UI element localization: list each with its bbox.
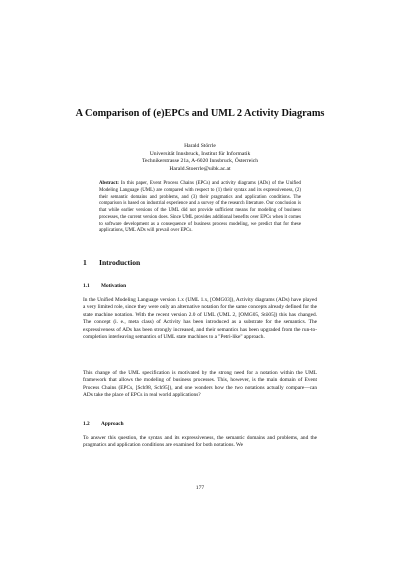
subsection-heading-motivation [83, 283, 126, 290]
abstract-label: Abstract: [99, 181, 119, 186]
section-title: Introduction [99, 258, 141, 267]
author-affiliation: Universität Innsbruck, Institut für Informatik [149, 150, 251, 157]
paragraph-approach-1: To answer this question, the syntax and its expressiveness, the semantic domains and problems, and the pragmatics and application conditions are examined for both notations. We [83, 435, 317, 449]
author-block [80, 143, 320, 173]
author-email: Harald.Stoerrle@uibk.ac.at [169, 165, 231, 172]
subsection-heading-approach [83, 421, 124, 428]
subsection-number: 1.1 [83, 283, 90, 289]
author-address: Technikerstrasse 21a, A-6020 Innsbruck, Österreich [141, 158, 259, 165]
subsection-title: Motivation [101, 283, 127, 289]
paper-title: A Comparison of (e)EPCs and UML 2 Activity Diagrams [75, 108, 325, 119]
paragraph-motivation-2: This change of the UML specification is motivated by the strong need for a notation within the UML framework that allows the modeling of business processes. This, however, is the main domain of Event Process Chains (EPCs, [Sch98, Sch95]), and one wonders how the two notations actually compare—can ADs take the place of EPCs in real world applications? [83, 370, 317, 399]
subsection-title: Approach [101, 421, 124, 427]
abstract [99, 181, 301, 235]
author-name: Harald Störrle [184, 143, 216, 149]
subsection-number: 1.2 [83, 421, 90, 427]
section-heading-introduction [83, 258, 140, 267]
paragraph-motivation-1: In the Unified Modeling Language version 1.x (UML 1.x, [OMG03]), Activity diagrams (ADs) have played a very limited role, since they were only an alternative notation for the same concepts already defined for the state machine notation. With the recent version 2.0 of UML (UML 2, [OMG05, Stö05]) this has changed. The concept (i. e., meta class) of Activity has been introduced as a substrate for the semantics. The expressiveness of ADs has been strongly increased, and their semantics has been upgraded from the run-to-completion interleaving semantics of UML state machines to a "Petri-like" approach. [83, 297, 317, 341]
section-number: 1 [83, 258, 87, 267]
page-number: 177 [195, 485, 205, 491]
abstract-text: In this paper, Event Process Chains (EPCs) and activity diagrams (ADs) of the Unified Modeling Language (UML) are compared with respect to (1) their syntax and its expressiveness, (2) their semantic domains and problems, and (3) their pragmatics and application conditions. The comparison is based on industrial experience and a survey of the research literature. Our conclusion is that while earlier versions of the UML did not provide sufficient means for modeling of business processes, the current version does. Since UML provides additional benefits over EPCs when it comes to software development as a consequence of business process modeling, we predict that for these applications, UML ADs will prevail over EPCs. [99, 181, 301, 234]
